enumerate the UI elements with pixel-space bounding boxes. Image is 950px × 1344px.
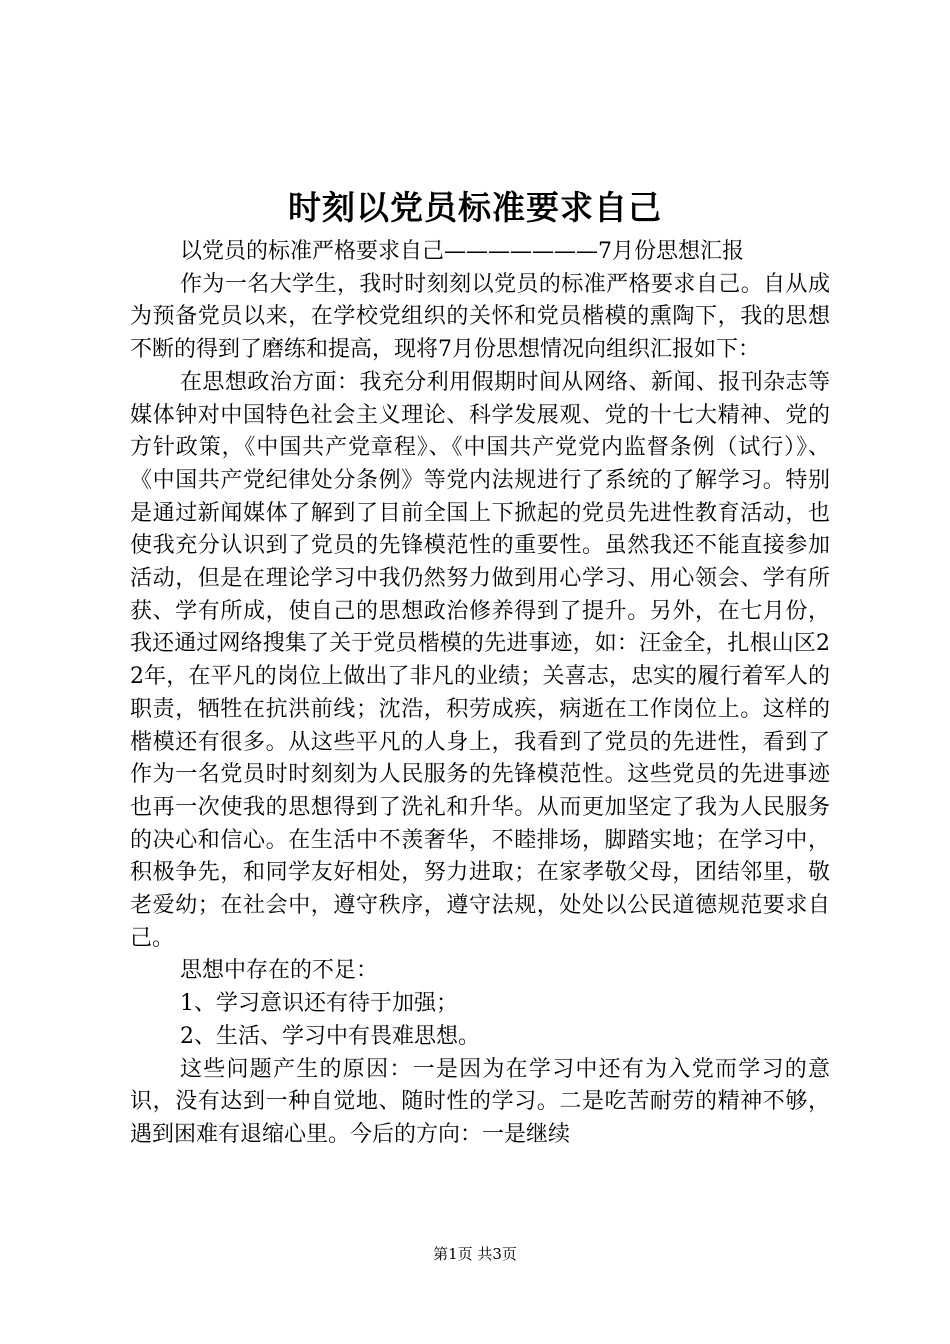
document-body	[130, 236, 830, 1152]
document-title: 时刻以党员标准要求自己	[288, 188, 662, 227]
page-number-footer: 第1页 共3页	[433, 1245, 517, 1263]
shortcomings-heading: 思想中存在的不足：	[180, 958, 379, 984]
shortcoming-item-1: 1、学习意识还有待于加强；	[180, 991, 458, 1017]
intro-paragraph: 作为一名大学生，我时时刻刻以党员的标准严格要求自己。自从成为预备党员以来，在学校党组织的关怀和党员楷模的熏陶下，我的思想不断的得到了磨练和提高，现将7月份思想情况向组织汇报如下：	[130, 271, 830, 363]
causes-paragraph: 这些问题产生的原因：一是因为在学习中还有为入党而学习的意识，没有达到一种自觉地、随时性的学习。二是吃苦耐劳的精神不够，遇到困难有退缩心里。今后的方向：一是继续	[130, 1056, 830, 1147]
politics-paragraph: 在思想政治方面：我充分利用假期时间从网络、新闻、报刊杂志等媒体钟对中国特色社会主义理论、科学发展观、党的十七大精神、党的方针政策，《中国共产党章程》、《中国共产党党内监督条例（试行）》、《中国共产党纪律处分条例》等党内法规进行了系统的了解学习。特别是通过新闻媒体了解到了目前全国上下掀起的党员先进性教育活动，也使我充分认识到了党员的先锋模范性的重要性。虽然我还不能直接参加活动，但是在理论学习中我仍然努力做到用心学习、用心领会、学有所获、学有所成，使自己的思想政治修养得到了提升。另外，在七月份，我还通过网络搜集了关于党员楷模的先进事迹，如：汪金全，扎根山区22年，在平凡的岗位上做出了非凡的业绩；关喜志，忠实的履行着军人的职责，牺牲在抗洪前线；沈浩，积劳成疾，病逝在工作岗位上。这样的楷模还有很多。从这些平凡的人身上，我看到了党员的先进性，看到了作为一名党员时时刻刻为人民服务的先锋模范性。这些党员的先进事迹也再一次使我的思想得到了洗礼和升华。从而更加坚定了我为人民服务的决心和信心。在生活中不羡奢华，不睦排场，脚踏实地；在学习中，积极争先，和同学友好相处，努力进取；在家孝敬父母，团结邻里，敬老爱幼；在社会中，遵守秩序，遵守法规，处处以公民道德规范要求自己。	[130, 369, 830, 951]
shortcoming-item-2: 2、生活、学习中有畏难思想。	[180, 1023, 480, 1049]
subtitle-paragraph: 以党员的标准严格要求自己———————7月份思想汇报	[180, 239, 744, 264]
